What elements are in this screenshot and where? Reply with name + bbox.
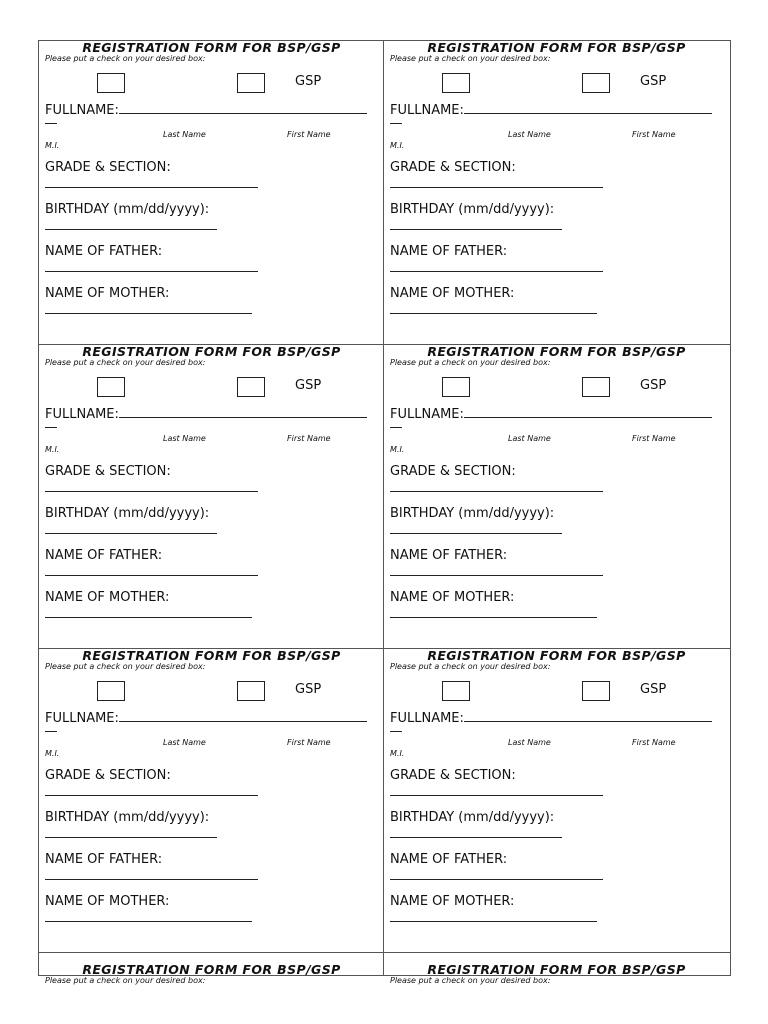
registration-form-card xyxy=(384,345,730,649)
form-instruction: Please put a check on your desired box: xyxy=(390,54,551,63)
birthday-field[interactable] xyxy=(390,229,562,230)
fullname-underline xyxy=(464,405,712,418)
gsp-label: GSP xyxy=(295,378,322,393)
fullname-field[interactable] xyxy=(390,709,712,727)
grade-section-field[interactable] xyxy=(390,187,603,188)
grade-section-label: GRADE & SECTION: xyxy=(390,768,516,783)
bsp-checkbox[interactable] xyxy=(442,681,470,701)
birthday-label: BIRTHDAY (mm/dd/yyyy): xyxy=(45,506,210,521)
birthday-field[interactable] xyxy=(45,229,217,230)
fullname-line-continuation xyxy=(45,731,57,732)
bsp-checkbox[interactable] xyxy=(97,681,125,701)
fullname-field[interactable] xyxy=(390,405,712,423)
birthday-field[interactable] xyxy=(45,533,217,534)
form-instruction: Please put a check on your desired box: xyxy=(45,662,206,671)
grade-section-field[interactable] xyxy=(390,795,603,796)
form-instruction: Please put a check on your desired box: xyxy=(390,976,551,985)
form-title: REGISTRATION FORM FOR BSP/GSP xyxy=(82,648,341,663)
father-name-label: NAME OF FATHER: xyxy=(390,852,508,867)
form-title: REGISTRATION FORM FOR BSP/GSP xyxy=(427,962,686,977)
mi-caption: M.I. xyxy=(390,141,405,150)
father-name-label: NAME OF FATHER: xyxy=(45,852,163,867)
gsp-label: GSP xyxy=(640,74,667,89)
form-instruction: Please put a check on your desired box: xyxy=(390,358,551,367)
fullname-line-continuation xyxy=(45,123,57,124)
first-name-caption: First Name xyxy=(632,434,676,443)
first-name-caption: First Name xyxy=(632,130,676,139)
father-name-field[interactable] xyxy=(390,879,603,880)
registration-form-card xyxy=(384,649,730,953)
father-name-field[interactable] xyxy=(45,575,258,576)
gsp-checkbox[interactable] xyxy=(582,681,610,701)
father-name-field[interactable] xyxy=(45,271,258,272)
registration-form-card xyxy=(39,41,384,345)
registration-form-sheet xyxy=(38,40,731,985)
mother-name-field[interactable] xyxy=(390,313,597,314)
gsp-label: GSP xyxy=(640,378,667,393)
gsp-checkbox[interactable] xyxy=(237,73,265,93)
mother-name-field[interactable] xyxy=(390,617,597,618)
fullname-label: FULLNAME: xyxy=(390,711,464,726)
grade-section-field[interactable] xyxy=(45,795,258,796)
father-name-field[interactable] xyxy=(390,575,603,576)
grade-section-label: GRADE & SECTION: xyxy=(45,160,171,175)
form-instruction: Please put a check on your desired box: xyxy=(45,54,206,63)
fullname-underline xyxy=(119,101,367,114)
grade-section-label: GRADE & SECTION: xyxy=(45,464,171,479)
registration-form-card xyxy=(39,649,384,953)
mother-name-field[interactable] xyxy=(45,313,252,314)
father-name-label: NAME OF FATHER: xyxy=(45,548,163,563)
registration-form-card xyxy=(384,41,730,345)
fullname-underline xyxy=(464,709,712,722)
fullname-label: FULLNAME: xyxy=(45,103,119,118)
last-name-caption: Last Name xyxy=(508,434,551,443)
fullname-label: FULLNAME: xyxy=(390,103,464,118)
mother-name-field[interactable] xyxy=(45,617,252,618)
gsp-label: GSP xyxy=(295,682,322,697)
mother-name-label: NAME OF MOTHER: xyxy=(45,286,170,301)
birthday-label: BIRTHDAY (mm/dd/yyyy): xyxy=(390,810,555,825)
first-name-caption: First Name xyxy=(287,130,331,139)
father-name-field[interactable] xyxy=(45,879,258,880)
bsp-checkbox[interactable] xyxy=(442,377,470,397)
mother-name-field[interactable] xyxy=(45,921,252,922)
grade-section-field[interactable] xyxy=(45,187,258,188)
fullname-field[interactable] xyxy=(45,101,367,119)
birthday-label: BIRTHDAY (mm/dd/yyyy): xyxy=(390,506,555,521)
last-name-caption: Last Name xyxy=(508,738,551,747)
fullname-line-continuation xyxy=(390,427,402,428)
bsp-checkbox[interactable] xyxy=(97,73,125,93)
grade-section-label: GRADE & SECTION: xyxy=(390,160,516,175)
first-name-caption: First Name xyxy=(632,738,676,747)
fullname-underline xyxy=(119,709,367,722)
last-name-caption: Last Name xyxy=(163,434,206,443)
fullname-line-continuation xyxy=(390,123,402,124)
registration-form-card-partial xyxy=(384,953,730,985)
first-name-caption: First Name xyxy=(287,738,331,747)
form-title: REGISTRATION FORM FOR BSP/GSP xyxy=(427,648,686,663)
fullname-underline xyxy=(464,101,712,114)
fullname-line-continuation xyxy=(390,731,402,732)
form-instruction: Please put a check on your desired box: xyxy=(45,976,206,985)
gsp-label: GSP xyxy=(640,682,667,697)
fullname-line-continuation xyxy=(45,427,57,428)
bsp-checkbox[interactable] xyxy=(97,377,125,397)
registration-form-card-partial xyxy=(39,953,384,985)
birthday-label: BIRTHDAY (mm/dd/yyyy): xyxy=(390,202,555,217)
form-title: REGISTRATION FORM FOR BSP/GSP xyxy=(82,344,341,359)
mi-caption: M.I. xyxy=(45,749,60,758)
gsp-checkbox[interactable] xyxy=(237,377,265,397)
birthday-field[interactable] xyxy=(390,837,562,838)
mi-caption: M.I. xyxy=(390,445,405,454)
fullname-field[interactable] xyxy=(45,405,367,423)
father-name-label: NAME OF FATHER: xyxy=(45,244,163,259)
father-name-field[interactable] xyxy=(390,271,603,272)
fullname-field[interactable] xyxy=(390,101,712,119)
gsp-checkbox[interactable] xyxy=(582,377,610,397)
form-title: REGISTRATION FORM FOR BSP/GSP xyxy=(427,40,686,55)
grade-section-label: GRADE & SECTION: xyxy=(390,464,516,479)
birthday-label: BIRTHDAY (mm/dd/yyyy): xyxy=(45,202,210,217)
gsp-label: GSP xyxy=(295,74,322,89)
gsp-checkbox[interactable] xyxy=(237,681,265,701)
mother-name-label: NAME OF MOTHER: xyxy=(390,590,515,605)
father-name-label: NAME OF FATHER: xyxy=(390,548,508,563)
mother-name-label: NAME OF MOTHER: xyxy=(390,286,515,301)
fullname-field[interactable] xyxy=(45,709,367,727)
form-instruction: Please put a check on your desired box: xyxy=(390,662,551,671)
form-instruction: Please put a check on your desired box: xyxy=(45,358,206,367)
bsp-checkbox[interactable] xyxy=(442,73,470,93)
fullname-label: FULLNAME: xyxy=(45,711,119,726)
mi-caption: M.I. xyxy=(45,141,60,150)
form-title: REGISTRATION FORM FOR BSP/GSP xyxy=(427,344,686,359)
fullname-underline xyxy=(119,405,367,418)
mother-name-label: NAME OF MOTHER: xyxy=(390,894,515,909)
last-name-caption: Last Name xyxy=(163,130,206,139)
fullname-label: FULLNAME: xyxy=(390,407,464,422)
last-name-caption: Last Name xyxy=(508,130,551,139)
mother-name-label: NAME OF MOTHER: xyxy=(45,894,170,909)
grade-section-field[interactable] xyxy=(390,491,603,492)
grade-section-label: GRADE & SECTION: xyxy=(45,768,171,783)
birthday-field[interactable] xyxy=(390,533,562,534)
last-name-caption: Last Name xyxy=(163,738,206,747)
grade-section-field[interactable] xyxy=(45,491,258,492)
birthday-field[interactable] xyxy=(45,837,217,838)
birthday-label: BIRTHDAY (mm/dd/yyyy): xyxy=(45,810,210,825)
father-name-label: NAME OF FATHER: xyxy=(390,244,508,259)
gsp-checkbox[interactable] xyxy=(582,73,610,93)
registration-form-card xyxy=(39,345,384,649)
mother-name-field[interactable] xyxy=(390,921,597,922)
form-title: REGISTRATION FORM FOR BSP/GSP xyxy=(82,962,341,977)
fullname-label: FULLNAME: xyxy=(45,407,119,422)
mi-caption: M.I. xyxy=(390,749,405,758)
mother-name-label: NAME OF MOTHER: xyxy=(45,590,170,605)
form-title: REGISTRATION FORM FOR BSP/GSP xyxy=(82,40,341,55)
mi-caption: M.I. xyxy=(45,445,60,454)
first-name-caption: First Name xyxy=(287,434,331,443)
